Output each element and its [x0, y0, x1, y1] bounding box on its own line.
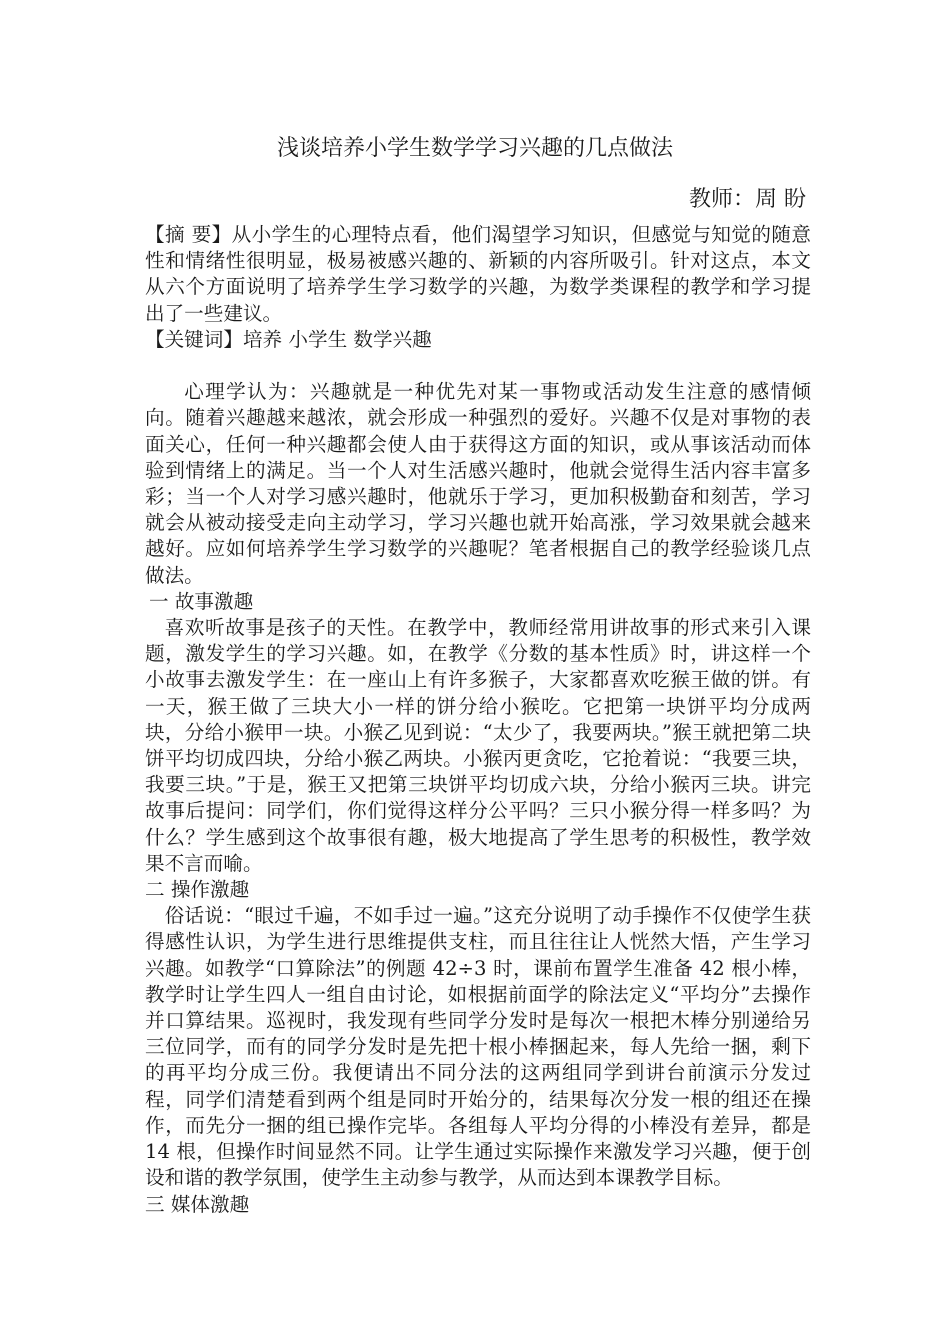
author-line: 教师：周 盼 [689, 187, 806, 212]
section-paragraph-1: 喜欢听故事是孩子的天性。在教学中，教师经常用讲故事的形式来引入课题，激发学生的学习兴趣。如，在教学《分数的基本性质》时，讲这样一个小故事去激发学生：在一座山上有许多猴子，大家都喜欢吃猴王做的饼。有一天，猴王做了三块大小一样的饼分给小猴吃。它把第一块饼平均分成两块，分给小猴甲一块。小猴乙见到说：“太少了，我要两块。”猴王就把第二块饼平均切成四块，分给小猴乙两块。小猴丙更贪吃，它抢着说：“我要三块，我要三块。”于是，猴王又把第三块饼平均切成六块，分给小猴丙三块。讲完故事后提问：同学们，你们觉得这样分公平吗？三只小猴分得一样多吗？为什么？学生感到这个故事很有趣，极大地提高了学生思考的积极性，教学效果不言而喻。 [145, 616, 811, 875]
abstract-paragraph: 【摘 要】从小学生的心理特点看，他们渴望学习知识，但感觉与知觉的随意性和情绪性很明显，极易被感兴趣的、新颖的内容所吸引。针对这点，本文从六个方面说明了培养学生学习数学的兴趣，为数学类课程的教学和学习提出了一些建议。 [145, 223, 811, 325]
section-paragraph-2: 俗话说：“眼过千遍，不如手过一遍。”这充分说明了动手操作不仅使学生获得感性认识，为学生进行思维提供支柱，而且往往让人恍然大悟，产生学习兴趣。如教学“口算除法”的例题 42÷3 时，课前布置学生准备 42 根小棒，教学时让学生四人一组自由讨论，如根据前面学的除法定义“平均分”去操作并口算结果。巡视时，我发现有些同学分发时是每次一根把木棒分别递给另三位同学，而有的同学分发时是先把十根小棒捆起来，每人先给一捆，剩下的再平均分成三份。我便请出不同分法的这两组同学到讲台前演示分发过程，同学们清楚看到两个组是同时开始分的，结果每次分发一根的组还在操作，而先分一捆的组已操作完毕。各组每人平均分得的小棒没有差异，都是 14 根，但操作时间显然不同。让学生通过实际操作来激发学习兴趣，便于创设和谐的教学氛围，使学生主动参与教学，从而达到本课教学目标。 [145, 904, 811, 1190]
section-heading-3: 三 媒体激趣 [145, 1192, 250, 1216]
document-title: 浅谈培养小学生数学学习兴趣的几点做法 [276, 136, 673, 161]
keywords-line: 【关键词】培养 小学生 数学兴趣 [145, 327, 432, 351]
document-body [145, 222, 811, 1218]
section-heading-2: 二 操作激趣 [145, 878, 250, 902]
section-heading-1: 一 故事激趣 [149, 589, 254, 613]
intro-paragraph: 心理学认为：兴趣就是一种优先对某一事物或活动发生注意的感情倾向。随着兴趣越来越浓，就会形成一种强烈的爱好。兴趣不仅是对事物的表面关心，任何一种兴趣都会使人由于获得这方面的知识，或从事该活动而体验到情绪上的满足。当一个人对生活感兴趣时，他就会觉得生活内容丰富多彩；当一个人对学习感兴趣时，他就乐于学习，更加积极勤奋和刻苦，学习就会从被动接受走向主动学习，学习兴趣也就开始高涨，学习效果就会越来越好。应如何培养学生学习数学的兴趣呢？笔者根据自己的教学经验谈几点做法。 [145, 380, 811, 587]
blank-line [145, 353, 811, 379]
